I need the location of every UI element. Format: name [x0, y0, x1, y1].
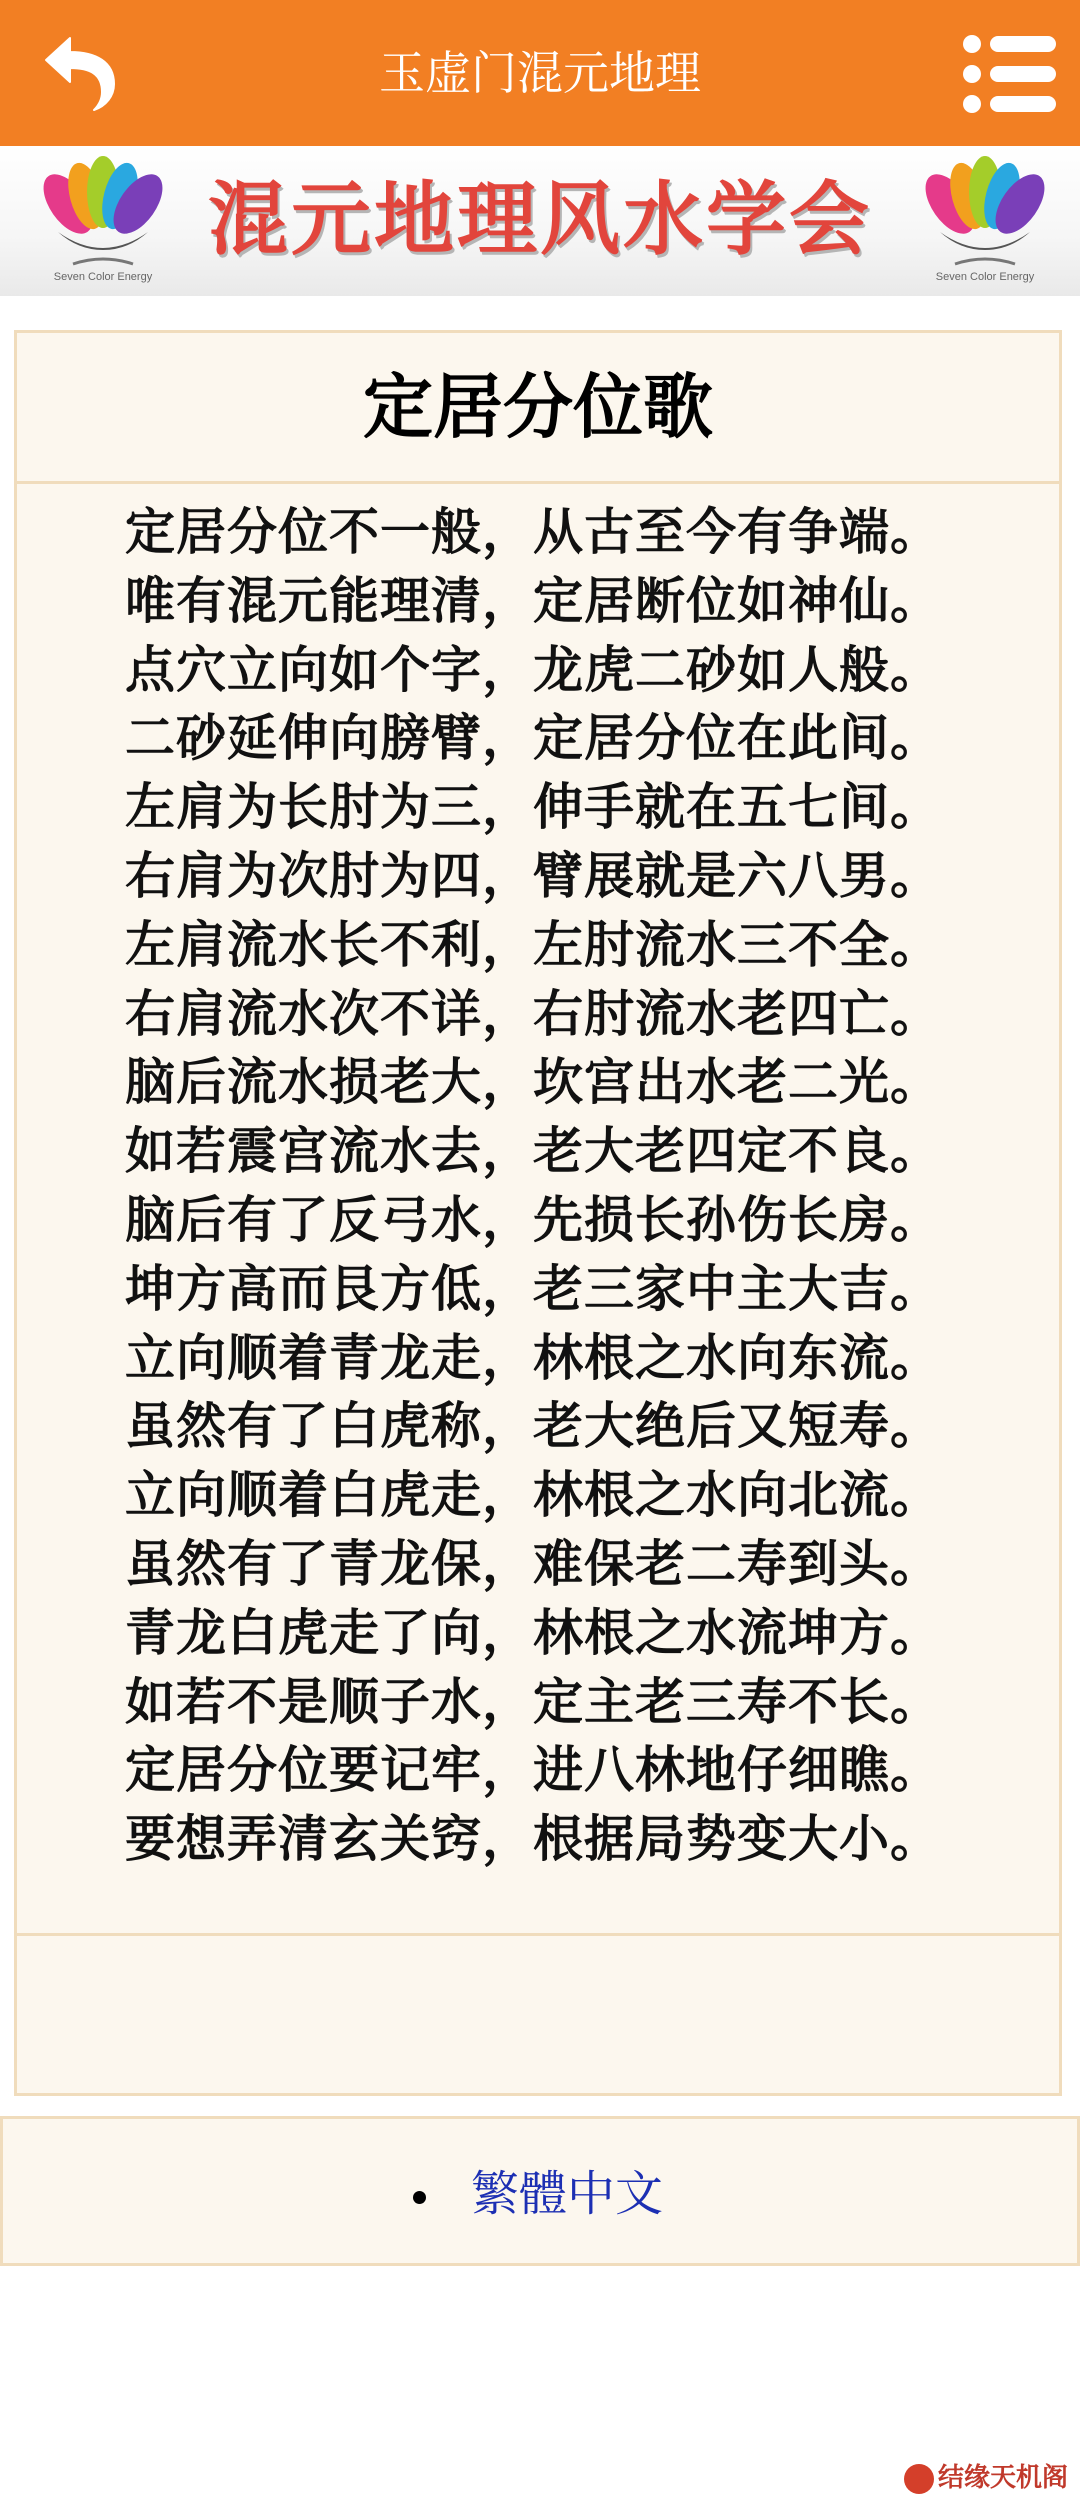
- poem-line: 左肩为长肘为三，伸手就在五七间。: [125, 778, 941, 837]
- lotus-icon: [28, 154, 178, 290]
- poem-line: 立向顺着白虎走，林根之水向北流。: [125, 1466, 941, 1525]
- poem-line: 坤方高而艮方低，老三家中主大吉。: [125, 1259, 941, 1318]
- lotus-logo-left: [28, 154, 178, 290]
- language-list-item: [413, 2164, 663, 2224]
- poem-line: 立向顺着青龙走，林根之水向东流。: [125, 1328, 941, 1387]
- poem-line: 要想弄清玄关窍，根据局势变大小。: [125, 1810, 941, 1869]
- top-bar: [0, 0, 1080, 146]
- poem-line: 青龙白虎走了向，林根之水流坤方。: [125, 1603, 941, 1662]
- banner: [0, 146, 1080, 296]
- watermark: [904, 2458, 1068, 2498]
- lotus-logo-right: [910, 154, 1060, 290]
- traditional-chinese-link[interactable]: 繁體中文: [471, 2166, 664, 2222]
- poem-line: 脑后有了反弓水，先损长孙伤长房。: [125, 1190, 941, 1249]
- poem-line: 如若震宫流水去，老大老四定不良。: [125, 1122, 941, 1181]
- menu-button[interactable]: [960, 34, 1060, 114]
- list-menu-icon: [960, 34, 1060, 114]
- poem-line: 右肩流水次不详，右肘流水老四亡。: [125, 984, 941, 1043]
- poem-line: 定居分位不一般，从古至今有争端。: [125, 503, 941, 561]
- poem-line: 左肩流水长不利，左肘流水三不全。: [125, 915, 941, 974]
- lotus-icon: [910, 154, 1060, 290]
- poem-line: 如若不是顺子水，定主老三寿不长。: [125, 1672, 941, 1731]
- logo-caption: Seven Color Energy: [53, 271, 153, 283]
- article-title: 定居分位歌: [17, 333, 1059, 484]
- article-panel: [14, 330, 1062, 2096]
- poem-line: 二砂延伸向膀臂，定居分位在此间。: [125, 709, 941, 768]
- article-divider: [17, 1933, 1059, 1936]
- language-box: [0, 2116, 1080, 2266]
- banner-title: 混元地理风水学会: [208, 173, 872, 266]
- watermark-text: 结缘天机阁: [937, 2463, 1068, 2493]
- page-title: 玉虚门混元地理: [379, 46, 701, 100]
- poem-line: 定居分位要记牢，进八林地仔细瞧。: [125, 1741, 941, 1800]
- logo-caption: Seven Color Energy: [935, 271, 1035, 283]
- seal-icon: [904, 2464, 934, 2494]
- poem-line: 点穴立向如个字，龙虎二砂如人般。: [125, 640, 941, 699]
- poem-line: 右肩为次肘为四，臂展就是六八男。: [125, 846, 941, 905]
- poem-body: [125, 498, 941, 1874]
- poem-line: 虽然有了青龙保，难保老二寿到头。: [125, 1534, 941, 1593]
- poem-line: 虽然有了白虎称，老大绝后又短寿。: [125, 1397, 941, 1456]
- poem-line: 唯有混元能理清，定居断位如神仙。: [125, 571, 941, 630]
- bullet-icon: [413, 2191, 426, 2204]
- poem-line: 脑后流水损老大，坎宫出水老二光。: [125, 1053, 941, 1112]
